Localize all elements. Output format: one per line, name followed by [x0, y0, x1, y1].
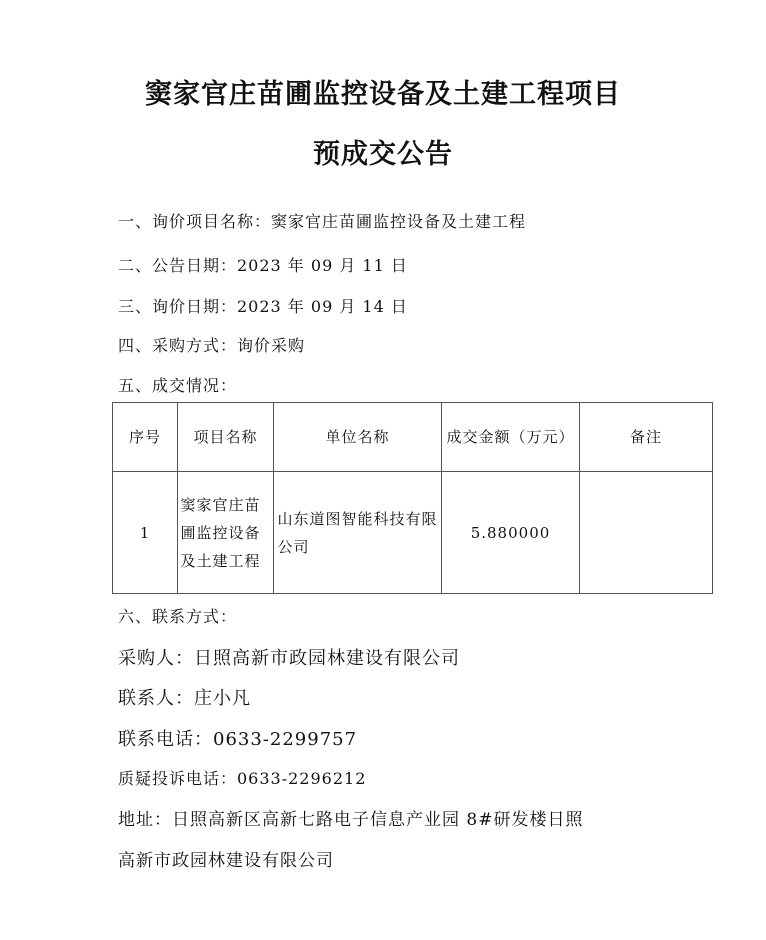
- document-title: 窦家官庄苗圃监控设备及土建工程项目: [145, 79, 621, 110]
- cell-project: [178, 472, 274, 594]
- table-row: [113, 472, 713, 594]
- cell-unit: [274, 472, 442, 594]
- inquiry-date-line: 三、询价日期：2023 年 09 月 14 日: [118, 297, 408, 316]
- deal-status-heading: 五、成交情况：: [118, 376, 238, 395]
- header-unit: 单位名称: [274, 403, 442, 472]
- announce-date-line: 二、公告日期：2023 年 09 月 11 日: [118, 256, 408, 275]
- header-remark: 备注: [580, 403, 713, 472]
- cell-remark: [580, 472, 713, 594]
- phone-line: 联系电话：0633-2299757: [118, 729, 358, 750]
- address-line-2: 高新市政园林建设有限公司: [118, 851, 334, 871]
- table-header-row: [113, 403, 713, 472]
- deal-table: [112, 402, 713, 594]
- purchase-method-line: 四、采购方式：询价采购: [118, 336, 306, 355]
- contact-heading: 六、联系方式：: [118, 607, 238, 626]
- project-name-line: 一、询价项目名称：窦家官庄苗圃监控设备及土建工程: [118, 212, 527, 231]
- header-project: 项目名称: [178, 403, 274, 472]
- cell-unit-text: 山东道图智能科技有限公司: [277, 509, 438, 556]
- complaint-phone-line: 质疑投诉电话：0633-2296212: [118, 769, 367, 788]
- header-no: 序号: [113, 403, 178, 472]
- cell-amount: 5.880000: [442, 472, 580, 594]
- contact-person-line: 联系人：庄小凡: [118, 688, 251, 709]
- cell-project-text: 窦家官庄苗圃监控设备及土建工程: [180, 495, 261, 570]
- document-subtitle: 预成交公告: [313, 139, 453, 170]
- purchaser-line: 采购人：日照高新市政园林建设有限公司: [118, 648, 460, 669]
- address-line-1: 地址：日照高新区高新七路电子信息产业园 8#研发楼日照: [118, 810, 584, 830]
- header-amount: 成交金额（万元）: [442, 403, 580, 472]
- cell-no: 1: [113, 472, 178, 594]
